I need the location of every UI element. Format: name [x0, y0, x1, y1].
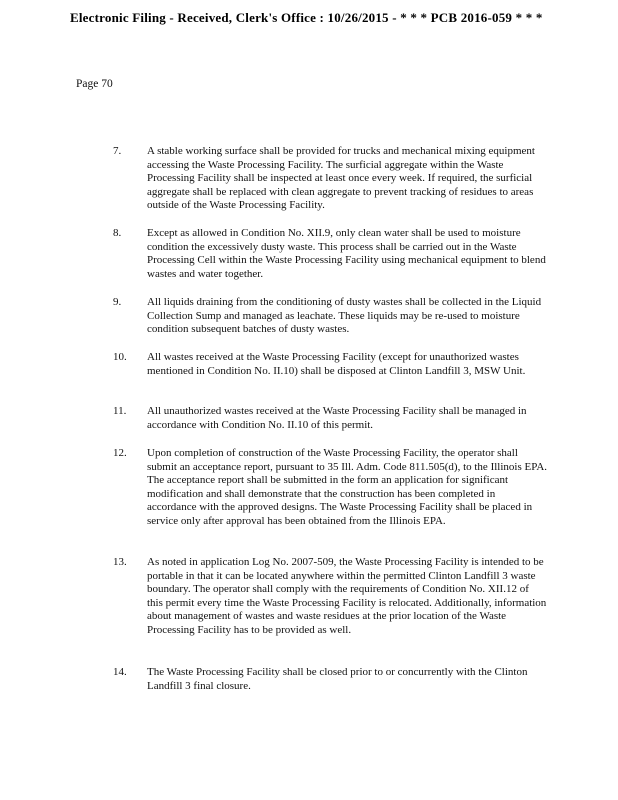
condition-text: All wastes received at the Waste Processing Facility (except for unauthorized wastes mentioned in Condition No. II.10) shall be disposed at Clinton Landfill 3, MSW Unit.: [147, 351, 526, 377]
condition-number: 11.: [113, 405, 127, 417]
condition-number: 9.: [113, 296, 122, 308]
condition-text: Except as allowed in Condition No. XII.9, only clean water shall be used to moisture condition the excessively dusty waste. This process shall be carried out in the Waste Processing Cell within the Waste Processing Facility using mechanical equipment to blend wastes and water together.: [147, 227, 546, 280]
condition-number: 13.: [113, 556, 127, 568]
filing-header: Electronic Filing - Received, Clerk's Office : 10/26/2015 - * * * PCB 2016-059 * * *: [70, 10, 543, 25]
condition-number: 7.: [113, 145, 122, 157]
condition-number: 8.: [113, 227, 122, 239]
condition-number: 14.: [113, 666, 127, 678]
condition-number: 12.: [113, 447, 127, 459]
page-number: Page 70: [76, 78, 113, 90]
condition-text: All unauthorized wastes received at the Waste Processing Facility shall be managed in accordance with Condition No. II.10 of this permit.: [147, 405, 527, 431]
condition-number: 10.: [113, 351, 127, 363]
condition-text: Upon completion of construction of the Waste Processing Facility, the operator shall submit an acceptance report, pursuant to 35 Ill. Adm. Code 811.505(d), to the Illinois EPA. The acceptance report shall be submitted in the form an application for significant modification and shall demonstrate that the construction has been completed in accordance with the approved designs. The Waste Processing Facility shall be placed in service only after approval has been obtained from the Illinois EPA.: [147, 447, 548, 527]
condition-text: The Waste Processing Facility shall be closed prior to or concurrently with the Clinton Landfill 3 final closure.: [147, 666, 528, 692]
condition-text: A stable working surface shall be provided for trucks and mechanical mixing equipment accessing the Waste Processing Facility. The surficial aggregate within the Waste Processing Facility shall be inspected at least once every week. If required, the surficial aggregate shall be replaced with clean aggregate to prevent tracking of residues to areas outside of the Waste Processing Facility.: [147, 145, 535, 212]
condition-text: All liquids draining from the conditioning of dusty wastes shall be collected in the Liquid Collection Sump and managed as leachate. These liquids may be re-used to moisture condition subsequent batches of dusty wastes.: [147, 296, 542, 336]
condition-text: As noted in application Log No. 2007-509, the Waste Processing Facility is intended to be portable in that it can be located anywhere within the permitted Clinton Landfill 3 waste boundary. The operator shall comply with the requirements of Condition No. XII.12 of this permit every time the Waste Processing Facility is relocated. Additionally, information about management of wastes and waste residues at the prior location of the Waste Processing Facility has to be provided as well.: [147, 556, 547, 636]
